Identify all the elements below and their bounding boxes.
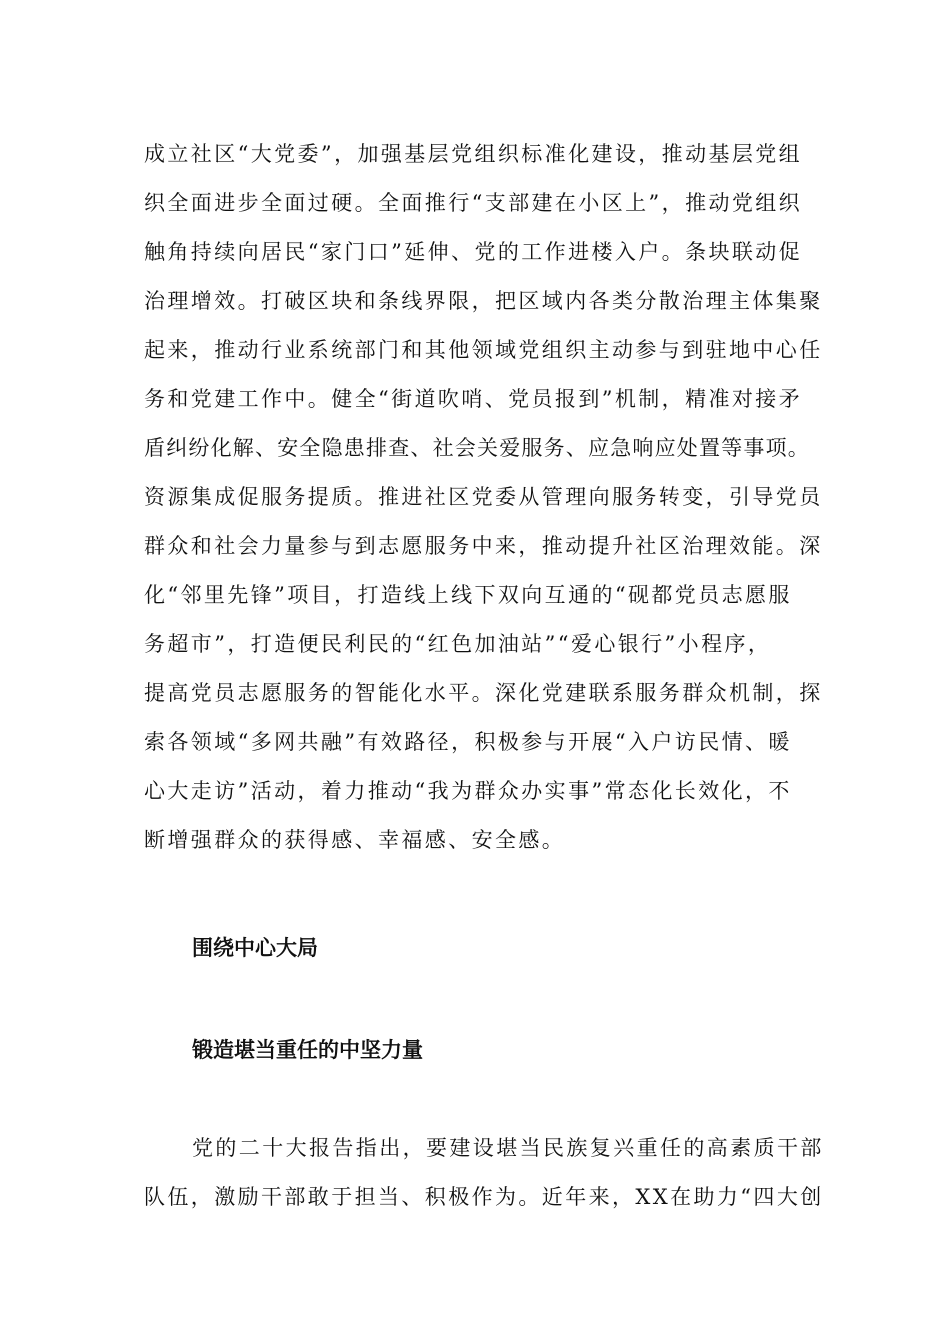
- paragraph-1-line-12: 提高党员志愿服务的智能化水平。深化党建联系服务群众机制，探: [144, 681, 823, 705]
- paragraph-1-line-10: 化“邻里先锋”项目，打造线上线下双向互通的“砚都党员志愿服: [144, 583, 792, 607]
- paragraph-1-line-4: 治理增效。打破区块和条线界限，把区域内各类分散治理主体集聚: [144, 289, 823, 313]
- paragraph-1-line-14: 心大走访”活动，着力推动“我为群众办实事”常态化长效化，不: [144, 779, 792, 803]
- paragraph-1-line-7: 盾纠纷化解、安全隐患排查、社会关爱服务、应急响应处置等事项。: [144, 436, 810, 460]
- paragraph-1-line-15: 断增强群众的获得感、幸福感、安全感。: [144, 828, 566, 852]
- paragraph-1-line-5: 起来，推动行业系统部门和其他领域党组织主动参与到驻地中心任: [144, 338, 823, 362]
- paragraph-1-line-2: 织全面进步全面过硬。全面推行“支部建在小区上”，推动党组织: [144, 191, 803, 215]
- paragraph-1-line-6: 务和党建工作中。健全“街道吹哨、党员报到”机制，精准对接矛: [144, 387, 803, 411]
- paragraph-1-line-9: 群众和社会力量参与到志愿服务中来，推动提升社区治理效能。深: [144, 534, 823, 558]
- paragraph-1-line-13: 索各领域“多网共融”有效路径，积极参与开展“入户访民情、暖: [144, 730, 792, 754]
- paragraph-2-line-2: 队伍，激励干部敢于担当、积极作为。近年来，XX在助力“四大创: [144, 1185, 824, 1209]
- paragraph-2-line-1: 党的二十大报告指出，要建设堪当民族复兴重任的高素质干部: [192, 1136, 824, 1160]
- paragraph-1-line-8: 资源集成促服务提质。推进社区党委从管理向服务转变，引导党员: [144, 485, 823, 509]
- paragraph-1-line-11: 务超市”，打造便民利民的“红色加油站”“爱心银行”小程序，: [144, 632, 772, 656]
- paragraph-1-line-3: 触角持续向居民“家门口”延伸、党的工作进楼入户。条块联动促: [144, 240, 803, 264]
- section-heading-1: 围绕中心大局: [192, 936, 318, 960]
- paragraph-1-line-1: 成立社区“大党委”，加强基层党组织标准化建设，推动基层党组: [144, 142, 803, 166]
- section-heading-2: 锻造堪当重任的中坚力量: [192, 1038, 423, 1062]
